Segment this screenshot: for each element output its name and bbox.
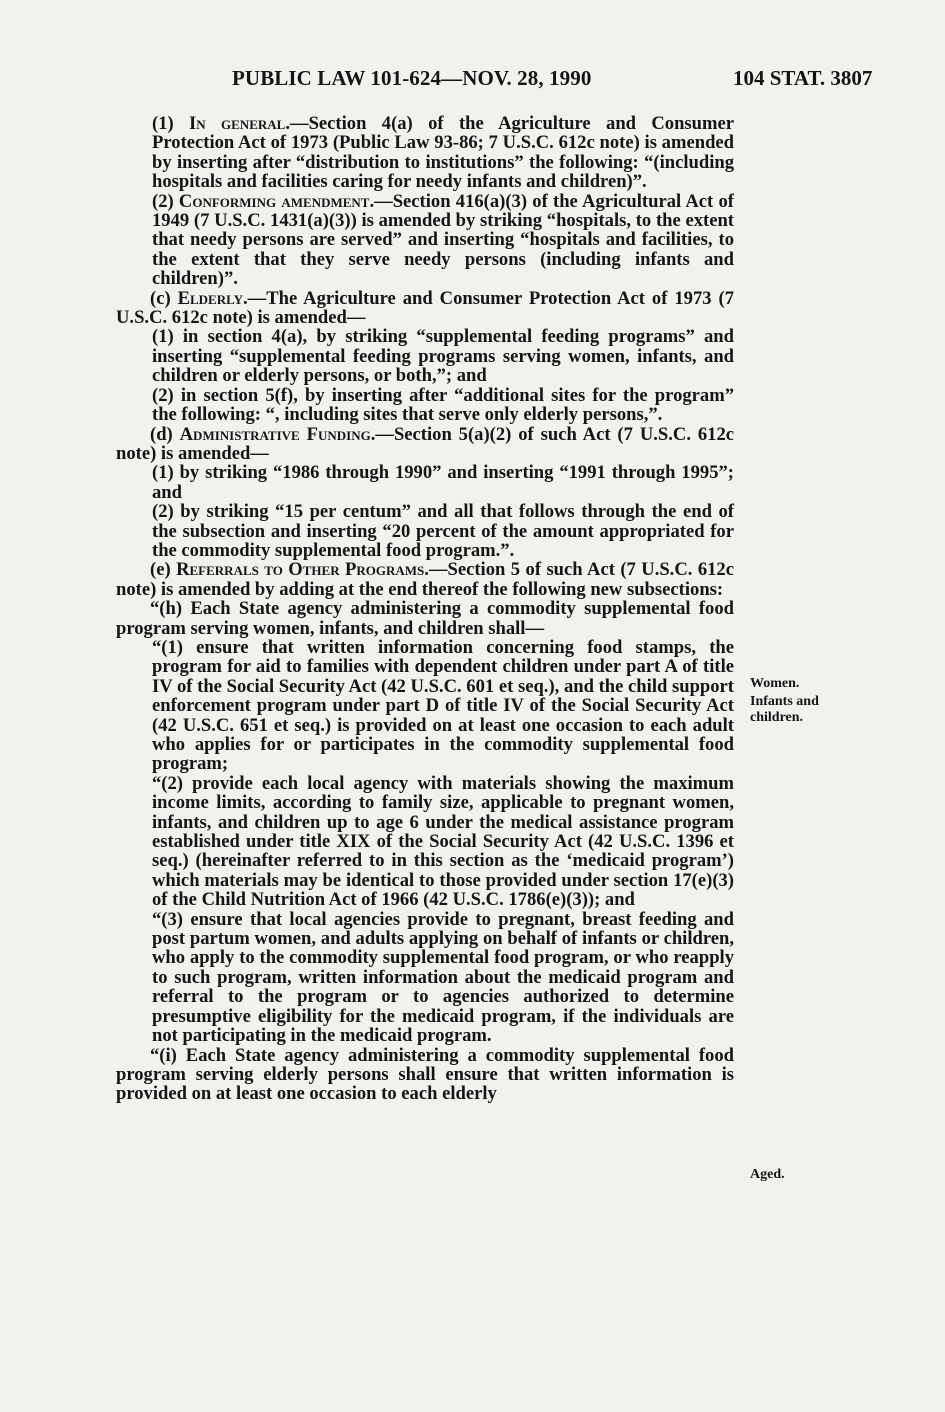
paragraph-1-in-general: (1) In general.—Section 4(a) of the Agriculture and Consumer Protection Act of 1973 (Public Law 93-86; 7 U.S.C. 612c note) is amended by inserting after “distribution to institutions” the following: “(including hospitals and facilities caring for needy infants and children)”.	[152, 113, 735, 193]
page-title: PUBLIC LAW 101-624—NOV. 28, 1990	[232, 66, 592, 90]
new-subsection-i: “(i) Each State agency administering a commodity supplemental food program serving elderly persons shall ensure that written information is provided on at least one occasion to each elderly	[116, 1044, 734, 1105]
paragraph-heading: In general	[189, 113, 286, 134]
subsection-h-item-2: “(2) provide each local agency with materials showing the maximum income limits, according to family size, applicable to pregnant women, infants, and children up to age 6 under the medical assistance program established under title XIX of the Social Security Act (42 U.S.C. 1396 et seq.) (hereinafter referred to in this section as the ‘medicaid program’) which materials may be identical to those provided under section 17(e)(3) of the Child Nutrition Act of 1966 (42 U.S.C. 1786(e)(3)); and	[152, 772, 734, 911]
subsection-c-elderly: (c) Elderly.—The Agriculture and Consumer Protection Act of 1973 (7 U.S.C. 612c note) is amended—	[116, 287, 734, 329]
paragraph-2-conforming-amendment: (2) Conforming amendment.—Section 416(a)(3) of the Agricultural Act of 1949 (7 U.S.C. 1431(a)(3)) is amended by striking “hospitals, to the extent that needy persons are served” and inserting “hospitals and facilities, to the extent that they serve needy persons (including infants and children)”.	[152, 190, 734, 290]
new-subsection-h: “(h) Each State agency administering a commodity supplemental food program serving women, infants, and children shall—	[116, 598, 734, 639]
subsection-h-item-3: “(3) ensure that local agencies provide to pregnant, breast feeding and post partum women, and adults applying on behalf of infants or children, who apply to the commodity supplemental food program, or who reapply to such program, written information about the medicaid program and referral to the program or to agencies authorized to determine presumptive eligibility for the medicaid program, if the individuals are not participating in the medicaid program.	[152, 908, 734, 1047]
subsection-heading: Administrative Funding	[179, 423, 371, 445]
subsection-heading: Referrals to Other Programs	[176, 559, 425, 581]
subsection-c-item-1: (1) in section 4(a), by striking “supplemental feeding programs” and inserting “supplemental feeding programs serving women, infants, and children or elderly persons, or both,”; and	[152, 326, 734, 387]
subsection-d-item-2: (2) by striking “15 per centum” and all that follows through the end of the subsection and inserting “20 percent of the amount appropriated for the commodity supplemental food program.”.	[152, 501, 734, 561]
subsection-h-item-1: “(1) ensure that written information concerning food stamps, the program for aid to families with dependent children under part A of title IV of the Social Security Act (42 U.S.C. 601 et seq.), and the child support enforcement program under part D of title IV of the Social Security Act (42 U.S.C. 651 et seq.) is provided on at least one occasion to each adult who applies for or participates in the commodity supplemental food program;	[152, 636, 734, 775]
margin-note-aged: Aged.	[750, 1167, 785, 1182]
subsection-d-administrative-funding: (d) Administrative Funding.—Section 5(a)(2) of such Act (7 U.S.C. 612c note) is amended—	[116, 423, 735, 464]
subsection-c-item-2: (2) in section 5(f), by inserting after “additional sites for the program” the following: “, including sites that serve only elderly persons,”.	[152, 384, 734, 426]
subsection-heading: Elderly	[177, 287, 243, 309]
subsection-d-item-1: (1) by striking “1986 through 1990” and inserting “1991 through 1995”; and	[152, 462, 734, 503]
paragraph-heading: Conforming amendment	[178, 190, 370, 212]
margin-note-women: Women.	[750, 676, 800, 691]
page-header	[0, 66, 945, 98]
margin-note-infants-children: Infants and children.	[750, 694, 819, 725]
statute-page-number: 104 STAT. 3807	[733, 66, 873, 90]
document-body	[116, 114, 734, 1104]
subsection-e-referrals: (e) Referrals to Other Programs.—Section 5 of such Act (7 U.S.C. 612c note) is amended by adding at the end thereof the following new subsections:	[116, 559, 734, 600]
